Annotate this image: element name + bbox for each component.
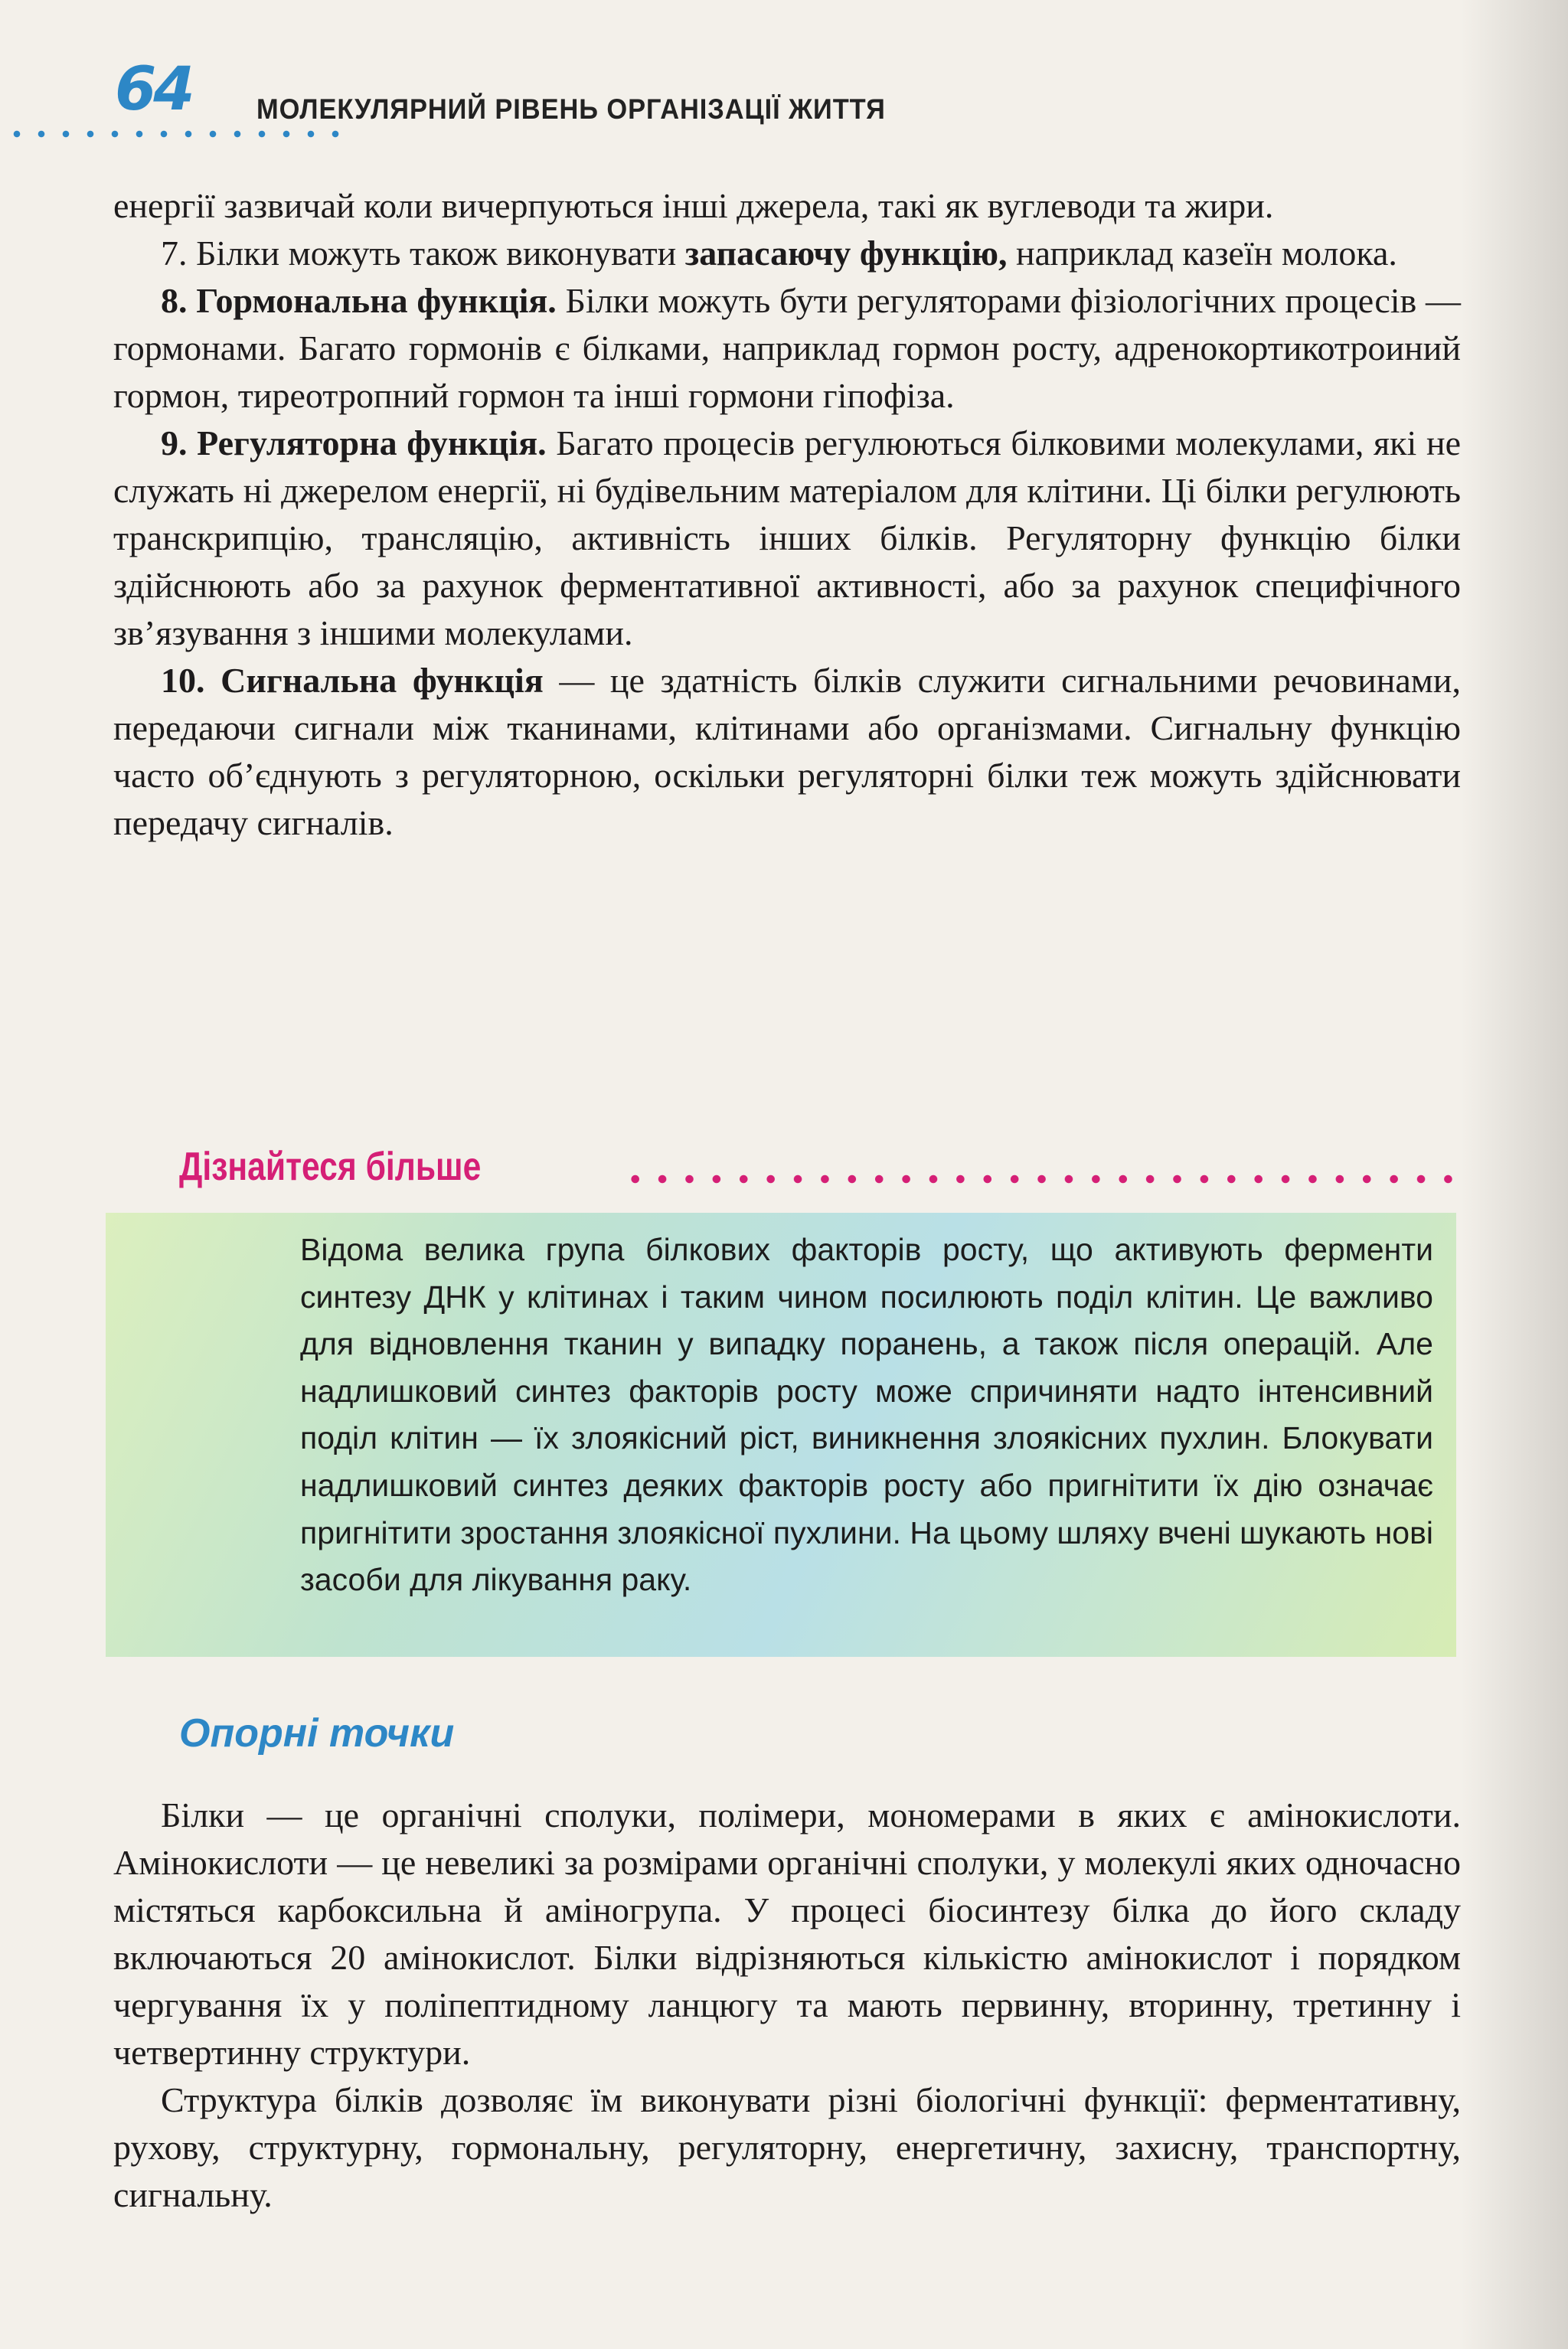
p8-text: Білки можуть бути регуляторами фізіологічних процесів — гормонами. Багато гормонів є білками, наприклад гормон росту, адренокортикотроиний гормон, тиреотропний гормон та інші гормони гіпофіза.: [113, 281, 1461, 415]
main-text: [113, 182, 1461, 847]
p7-rest: наприклад казеїн молока.: [1007, 234, 1397, 273]
page-number: 64: [115, 55, 192, 124]
key-points-title: Опорні точки: [179, 1711, 455, 1756]
learn-more-title: Дізнайтеся більше: [179, 1145, 482, 1189]
learn-more-text: Відома велика група білкових факторів росту, що активують ферменти синтезу ДНК у клітинах і таким чином посилюють поділ клітин. Це важливо для відновлення тканин у випадку поранень, а також після операцій. Але надлишковий синтез факторів росту може спричиняти надто інтенсивний поділ клітин — їх злоякісний ріст, виникнення злоякісних пухлин. Блокувати надлишковий синтез деяких факторів росту або пригнітити їх дію означає пригнітити зростання злоякісної пухлини. На цьому шляху вчені шукають нові засоби для лікування раку.: [300, 1232, 1433, 1598]
paragraph-7: [113, 230, 1461, 277]
key-points-paragraph-2: Структура білків дозволяє їм виконувати різні біологічні функції: ферментативну, рухову, структурну, гормональну, регуляторну, енергетичну, захисну, транспортну, сигнальну.: [113, 2080, 1461, 2214]
p10-title: 10. Сигнальна функція: [161, 661, 544, 700]
p9-text: Багато процесів регулюються білковими молекулами, які не служать ні джерелом енергії, ні будівельним матеріалом для клітини. Ці білки регулюють транскрипцію, трансляцію, активність інших білків. Регуляторну функцію білки здійснюють або за рахунок ферментативної активності, або за рахунок специфічного зв’язування з іншими молекулами.: [113, 423, 1461, 652]
p7-bold-term: запасаючу функцію,: [684, 234, 1008, 273]
p9-title: 9. Регуляторна функція.: [161, 423, 547, 462]
page-edge-shadow: [1461, 0, 1568, 2349]
paragraph-8: [113, 277, 1461, 420]
p10-text: — це здатність білків служити сигнальними речовинами, передаючи сигнали між тканинами, клітинами або організмами. Сигнальну функцію часто об’єднують з регуляторною, оскільки регуляторні білки теж можуть здійснювати передачу сигналів.: [113, 661, 1461, 842]
p7-lead: 7. Білки можуть також виконувати: [161, 234, 685, 273]
key-points-text: [113, 1792, 1461, 2219]
paragraph-continuation: енергії зазвичай коли вичерпуються інші джерела, такі як вуглеводи та жири.: [113, 186, 1274, 225]
running-title: МОЛЕКУЛЯРНИЙ РІВЕНЬ ОРГАНІЗАЦІЇ ЖИТТЯ: [256, 93, 886, 125]
learn-more-dotted-rule: [622, 1171, 1464, 1187]
header-dotted-rule: [5, 129, 349, 139]
p8-title: 8. Гормональна функція.: [161, 281, 557, 320]
key-points-paragraph-1: Білки — це органічні сполуки, полімери, мономерами в яких є амінокислоти. Амінокислоти — це невеликі за розмірами органічні сполуки, у молекулі яких одночасно містяться карбоксильна й аміногрупа. У процесі біосинтезу білка до його складу включаються 20 амінокислот. Білки відрізняються кількістю амінокислот і порядком чергування їх у поліпептидному ланцюгу та мають первинну, вторинну, третинну і четвертинну структури.: [113, 1795, 1461, 2072]
paragraph-9: [113, 420, 1461, 657]
paragraph-10: [113, 657, 1461, 847]
